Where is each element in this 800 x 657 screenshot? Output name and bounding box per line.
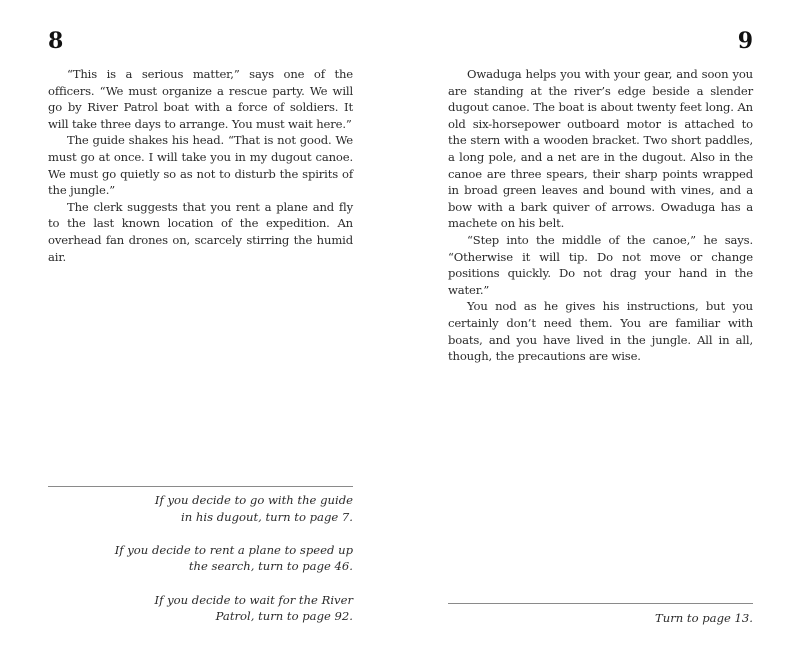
choice-page-92[interactable] [48,592,353,625]
paragraph: The clerk suggests that you rent a plane and fly to the last known location of the expedition. An overhead fan drones on, scarcely stirring the humid air. [48,199,353,264]
left-page [48,0,353,657]
choice-text: If you decide to go with the guide [154,493,353,507]
paragraph: “Step into the middle of the canoe,” he says. “Otherwise it will tip. Do not move or change positions quickly. Do not drag your hand in the water.” [448,232,753,297]
choice-text: Turn to page 13. [655,611,753,625]
paragraph: You nod as he gives his instructions, but you certainly don’t need them. You are familiar with boats, and you have lived in the jungle. All in all, though, the precautions are wise. [448,299,753,364]
page-number: 8 [48,28,64,54]
paragraph: “This is a serious matter,” says one of the officers. “We must organize a rescue party. We will go by River Patrol boat with a force of soldiers. It will take three days to arrange. You must wait here.” [48,67,353,131]
page-body [48,66,353,265]
paragraph: The guide shakes his head. “That is not good. We must go at once. I will take you in my dugout canoe. We must go quietly so as not to disturb the spirits of the jungle.” [48,133,353,198]
choice-text: the search, turn to page 46. [188,559,353,574]
choices [448,610,753,643]
divider [48,486,353,487]
paragraph: Owaduga helps you with your gear, and soon you are standing at the river’s edge beside a slender dugout canoe. The boat is about twenty feet long. An old six-horsepower outboard motor is attached to the stern with a wooden bracket. Two short paddles, a long pole, and a net are in the dugout. Also in the canoe are three spears, their sharp points wrapped in broad green leaves and bound with vines, and a bow with a bark quiver of arrows. Owaduga has a machete on his belt. [448,67,753,231]
choice-page-7[interactable] [48,492,353,525]
choice-page-46[interactable] [48,542,353,575]
choice-text: If you decide to rent a plane to speed up [114,542,353,557]
choices [48,492,353,641]
choice-text: Patrol, turn to page 92. [215,609,353,624]
choice-text: If you decide to wait for the River [154,592,353,607]
page-number: 9 [737,28,753,54]
page-body [448,66,753,365]
choice-page-13[interactable] [448,610,753,627]
divider [448,603,753,604]
right-page [448,0,753,657]
choice-text: in his dugout, turn to page 7. [181,509,353,524]
